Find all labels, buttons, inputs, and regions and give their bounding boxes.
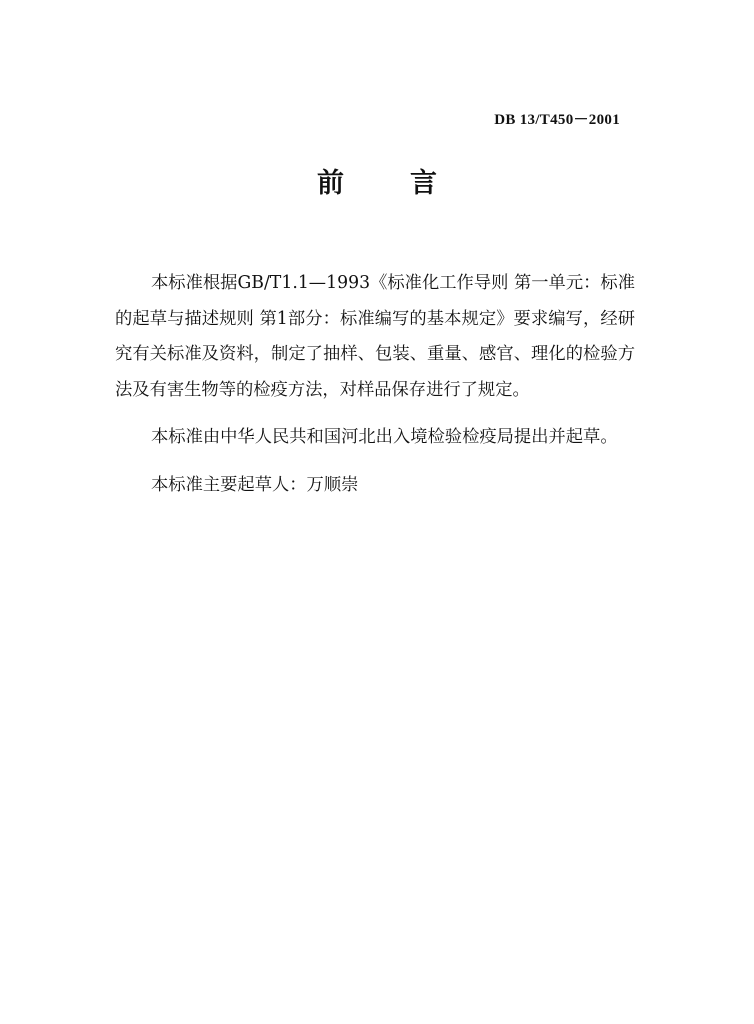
page-title: 前言: [317, 168, 503, 199]
standard-code: DB 13/T450－2001: [494, 112, 620, 128]
paragraph-proposer: 本标准由中华人民共和国河北出入境检验检疫局提出并起草。: [151, 427, 618, 447]
foreword-body: [115, 266, 635, 503]
paragraph-drafter: 本标准主要起草人：万顺崇: [151, 474, 359, 495]
paragraph-basis: 本标准根据GB/T1.1—1993《标准化工作导则 第一单元：标准的起草与描述规则 第1部分：标准编写的基本规定》要求编写，经研究有关标准及资料，制定了抽样、包装、重量、感官、理化的检验方法及有害生物等的检疫方法，对样品保存进行了规定。: [115, 273, 635, 400]
